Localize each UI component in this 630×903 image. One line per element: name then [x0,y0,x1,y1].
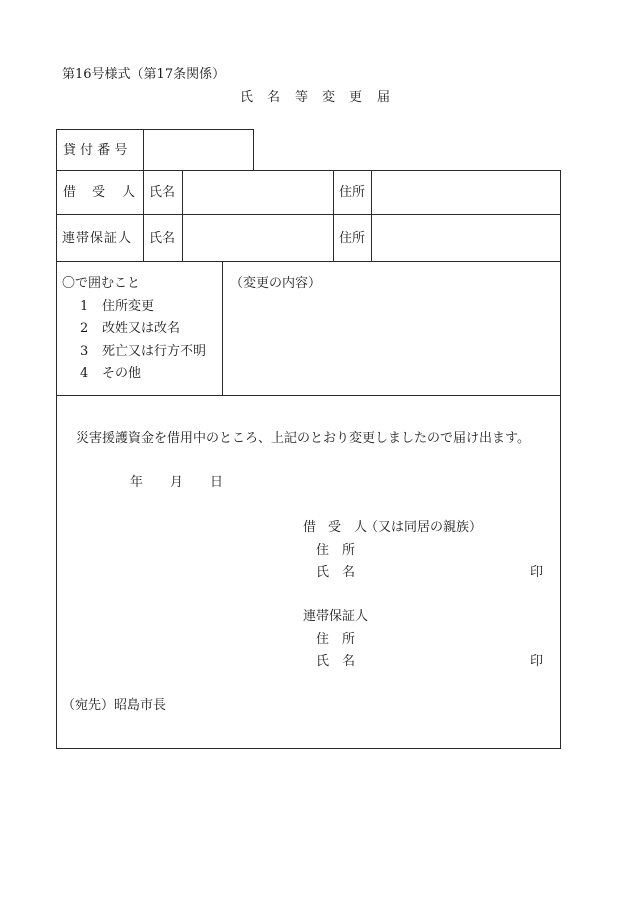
borrower-sign-suffix: （又は同居の親族） [365,520,483,535]
rule [371,170,372,262]
option-item[interactable] [80,299,155,314]
rule [560,170,561,749]
rule [143,129,144,262]
option-number: 4 [80,366,89,381]
addressee: （宛先）昭島市長 [62,698,167,713]
date-day-label: 日 [210,475,224,490]
title-char: 名 [267,90,281,105]
circle-instruction: 〇で囲むこと [62,276,141,291]
title-char: 変 [322,90,336,105]
rule [56,261,561,262]
rule [56,395,561,396]
option-item[interactable] [80,344,207,359]
form-number: 第16号様式（第17条関係） [62,67,226,82]
rule [56,129,57,749]
guarantor-address-field[interactable] [377,232,555,248]
option-number: 2 [80,321,89,336]
date-year-label: 年 [130,475,144,490]
borrower-label-char: 受 [92,185,106,200]
title-char: 等 [295,90,309,105]
borrower-name-field[interactable] [188,186,328,202]
borrower-name-sign-label: 氏 名 [316,565,356,580]
title-char: 氏 [240,90,254,105]
borrower-seal-mark: 印 [530,565,544,580]
borrower-label-char: 借 [63,185,77,200]
option-text: 住所変更 [102,299,155,314]
option-number: 1 [80,299,89,314]
guarantor-sign-label: 連帯保証人 [303,609,369,624]
guarantor-name-label: 氏名 [149,231,176,246]
option-number: 3 [80,344,89,359]
change-details-label: （変更の内容） [230,276,322,291]
borrower-label-char: 人 [122,185,136,200]
option-item[interactable] [80,321,181,336]
guarantor-name-sign-label: 氏 名 [316,654,356,669]
borrower-address-field[interactable] [377,186,555,202]
date-month-label: 月 [170,475,184,490]
title-char: 更 [349,90,363,105]
borrower-address-sign-label: 住 所 [316,543,356,558]
option-text: その他 [102,366,142,381]
borrower-address-label: 住所 [339,185,366,200]
rule [333,170,334,262]
loan-number-label: 貸 付 番 号 [63,143,128,158]
rule [222,261,223,396]
option-text: 死亡又は行方不明 [102,344,207,359]
rule [56,170,561,171]
guarantor-address-sign-label: 住 所 [316,632,356,647]
option-item[interactable] [80,366,142,381]
title-char: 届 [377,90,391,105]
rule [56,129,254,130]
declaration-statement: 災害援護資金を借用中のところ、上記のとおり変更しましたので届け出ます。 [76,431,530,446]
change-details-field[interactable] [236,300,554,388]
rule [56,214,561,215]
guarantor-seal-mark: 印 [530,654,544,669]
guarantor-name-field[interactable] [188,232,328,248]
borrower-sign-char: 人 [354,520,368,535]
rule [182,170,183,262]
guarantor-label: 連帯保証人 [62,231,133,246]
option-text: 改姓又は改名 [102,321,181,336]
borrower-name-label: 氏名 [149,185,176,200]
rule [56,748,561,749]
borrower-sign-char: 受 [328,520,342,535]
guarantor-address-label: 住所 [339,231,366,246]
rule [253,129,254,171]
loan-number-field[interactable] [150,144,248,160]
borrower-sign-char: 借 [303,520,317,535]
